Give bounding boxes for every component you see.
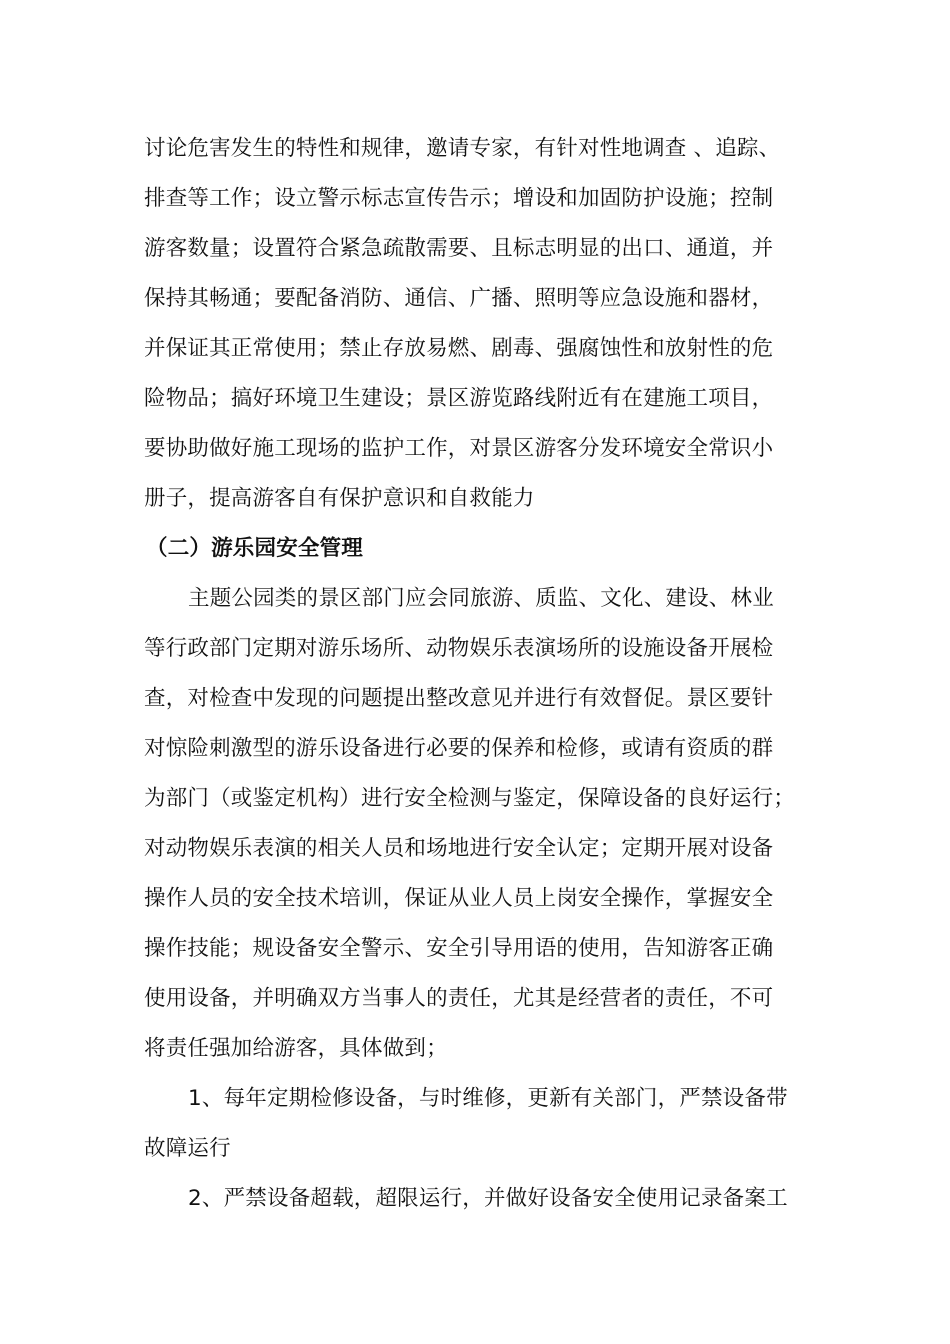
- text-line: 查，对检查中发现的问题提出整改意见并进行有效督促。景区要针: [144, 686, 774, 711]
- text-line: 并保证其正常使用；禁止存放易燃、剧毒、强腐蚀性和放射性的危: [144, 336, 774, 361]
- text-line: 讨论危害发生的特性和规律，邀请专家，有针对性地调查 、追踪、: [144, 136, 781, 161]
- text-line: 对惊险刺激型的游乐设备进行必要的保养和检修，或请有资质的群: [144, 736, 774, 761]
- text-line: 主题公园类的景区部门应会同旅游、质监、文化、建设、林业: [188, 586, 774, 611]
- text-line: 游客数量；设置符合紧急疏散需要、且标志明显的出口、通道，并: [144, 236, 774, 261]
- text-line: 操作技能；规设备安全警示、安全引导用语的使用，告知游客正确: [144, 936, 774, 961]
- text-line: 对动物娱乐表演的相关人员和场地进行安全认定；定期开展对设备: [144, 836, 774, 861]
- section-heading: （二）游乐园安全管理: [146, 536, 364, 561]
- text-line: 使用设备，并明确双方当事人的责任，尤其是经营者的责任，不可: [144, 986, 774, 1011]
- list-item-line: 2、严禁设备超载，超限运行，并做好设备安全使用记录备案工: [188, 1186, 788, 1211]
- text-line: 险物品；搞好环境卫生建设；景区游览路线附近有在建施工项目，: [144, 386, 774, 411]
- text-line: 要协助做好施工现场的监护工作，对景区游客分发环境安全常识小: [144, 436, 774, 461]
- text-line: 为部门（或鉴定机构）进行安全检测与鉴定，保障设备的良好运行；: [144, 786, 796, 811]
- text-line: 操作人员的安全技术培训，保证从业人员上岗安全操作，掌握安全: [144, 886, 774, 911]
- text-line: 等行政部门定期对游乐场所、动物娱乐表演场所的设施设备开展检: [144, 636, 774, 661]
- text-line: 保持其畅通；要配备消防、通信、广播、照明等应急设施和器材，: [144, 286, 774, 311]
- text-line: 排查等工作；设立警示标志宣传告示；增设和加固防护设施；控制: [144, 186, 774, 211]
- list-item-line: 1、每年定期检修设备，与时维修，更新有关部门，严禁设备带: [188, 1086, 788, 1111]
- list-item-line: 故障运行: [144, 1136, 231, 1161]
- text-line: 册子，提高游客自有保护意识和自救能力: [144, 486, 535, 511]
- text-line: 将责任强加给游客，具体做到；: [144, 1036, 448, 1061]
